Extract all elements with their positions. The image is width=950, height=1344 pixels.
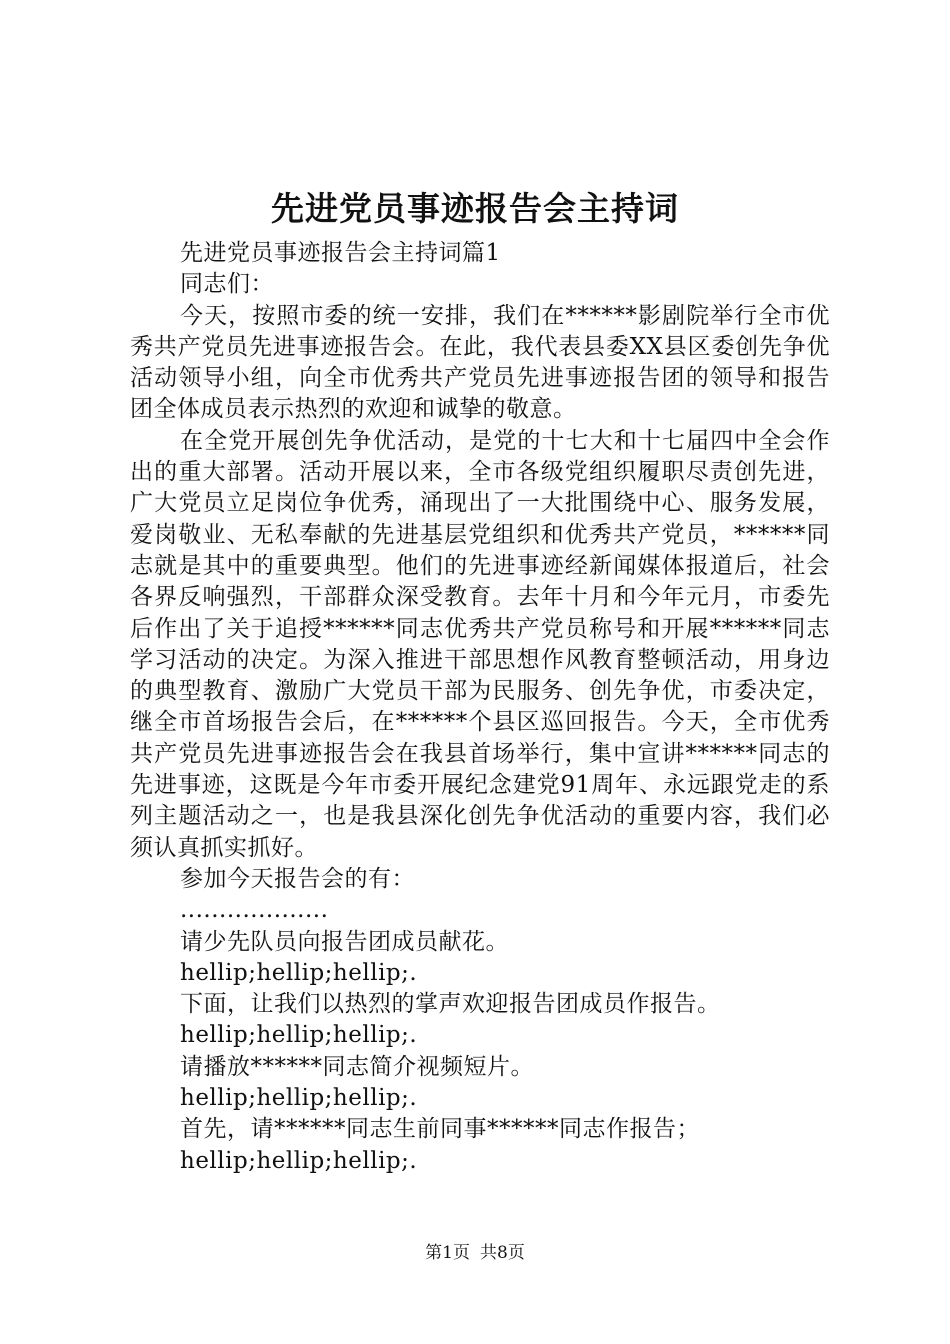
ellipsis-line-1: hellip;hellip;hellip;. bbox=[180, 959, 418, 986]
salutation-line: 同志们： bbox=[180, 271, 274, 298]
attendees-line: 参加今天报告会的有： bbox=[180, 865, 415, 892]
paragraph-background: 在全党开展创先争优活动，是党的十七大和十七届四中全会作出的重大部署。活动开展以来，全市各级党组织履职尽责创先进，广大党员立足岗位争优秀，涌现出了一大批围绕中心、服务发展，爱岗敬业、无私奉献的先进基层党组织和优秀共产党员，******同志就是其中的重要典型。他们的先进事迹经新闻媒体报道后，社会各界反响强烈，干部群众深受教育。去年十月和今年元月，市委先后作出了关于追授******同志优秀共产党员称号和开展******同志学习活动的决定。为深入推进干部思想作风教育整顿活动，用身边的典型教育、激励广大党员干部为民服务、创先争优，市委决定，继全市首场报告会后，在******个县区巡回报告。今天，全市优秀共产党员先进事迹报告会在我县首场举行，集中宣讲******同志的先进事迹，这既是今年市委开展纪念建党91周年、永远跟党走的系列主题活动之一，也是我县深化创先争优活动的重要内容，我们必须认真抓实抓好。 bbox=[130, 427, 830, 861]
dots-line: ................... bbox=[180, 897, 329, 924]
page-footer bbox=[0, 1241, 950, 1265]
subtitle-line: 先进党员事迹报告会主持词篇1 bbox=[180, 240, 501, 266]
page-total: 共8页 bbox=[480, 1243, 525, 1263]
flowers-line: 请少先队员向报告团成员献花。 bbox=[180, 928, 509, 955]
ellipsis-line-4: hellip;hellip;hellip;. bbox=[180, 1147, 418, 1174]
page-number: 第1页 bbox=[425, 1243, 470, 1263]
page-title: 先进党员事迹报告会主持词 bbox=[271, 189, 679, 228]
video-line: 请播放******同志简介视频短片。 bbox=[180, 1053, 534, 1080]
applause-line: 下面，让我们以热烈的掌声欢迎报告团成员作报告。 bbox=[180, 991, 721, 1018]
ellipsis-line-3: hellip;hellip;hellip;. bbox=[180, 1085, 418, 1112]
ellipsis-line-2: hellip;hellip;hellip;. bbox=[180, 1022, 418, 1049]
document-body bbox=[130, 238, 830, 1177]
first-report-line: 首先，请******同志生前同事******同志作报告； bbox=[180, 1116, 700, 1143]
paragraph-opening: 今天，按照市委的统一安排，我们在******影剧院举行全市优秀共产党员先进事迹报告会。在此，我代表县委XX县区委创先争优活动领导小组，向全市优秀共产党员先进事迹报告团的领导和报告团全体成员表示热烈的欢迎和诚挚的敬意。 bbox=[130, 302, 830, 423]
